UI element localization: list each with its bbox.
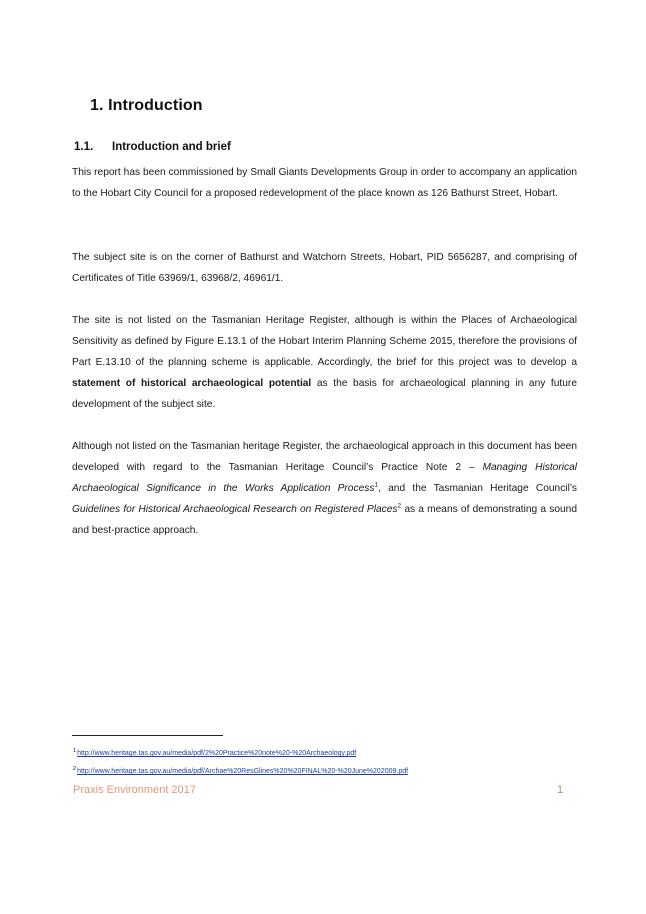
footnote-link[interactable]: http://www.heritage.tas.gov.au/media/pdf/2%20Practice%20note%20-%20Archaeology.pdf bbox=[77, 750, 357, 757]
section-title: Introduction bbox=[108, 97, 203, 114]
footnote-marker: 1 bbox=[73, 747, 77, 754]
footnote-ref-1[interactable]: 1 bbox=[374, 481, 379, 489]
subsection-title: Introduction and brief bbox=[112, 141, 231, 153]
paragraph-text: , and the Tasmanian Heritage Council’s bbox=[378, 483, 577, 494]
paragraph-archaeological-approach bbox=[72, 436, 577, 541]
footnote-marker: 2 bbox=[73, 765, 77, 772]
footnote-2 bbox=[73, 767, 408, 777]
section-number: 1. bbox=[90, 97, 104, 114]
paragraph-text: as a means of demonstrating a sound and best-practice approach. bbox=[72, 504, 577, 536]
page-number: 1 bbox=[557, 784, 564, 796]
subsection-heading bbox=[74, 141, 231, 153]
paragraph-heritage-register bbox=[72, 310, 577, 415]
footnote-link[interactable]: http://www.heritage.tas.gov.au/media/pdf/Archae%20ResGlines%20%20FINAL%20-%20June%202009.pdf bbox=[77, 768, 409, 775]
footnote-1 bbox=[73, 749, 356, 759]
italic-title-practice-note: Managing Historical Archaeological Significance in the Works Application Process bbox=[72, 462, 578, 494]
footnote-ref-2[interactable]: 2 bbox=[397, 502, 402, 510]
paragraph-text: as the basis for archaeological planning in any future development of the subject site. bbox=[72, 378, 577, 410]
paragraph-subject-site: The subject site is on the corner of Bathurst and Watchorn Streets, Hobart, PID 5656287, and comprising of Certificates of Title 63969/1, 63968/2, 46961/1. bbox=[72, 252, 577, 284]
footnote-divider bbox=[72, 735, 223, 736]
paragraph-commission: This report has been commissioned by Small Giants Developments Group in order to accompany an application to the Hobart City Council for a proposed redevelopment of the place known as 126 Bathurst Street, Hobart. bbox=[72, 167, 577, 199]
paragraph-text: The site is not listed on the Tasmanian Heritage Register, although is within the Places of Archaeological Sensitivity as defined by Figure E.13.1 of the Hobart Interim Planning Scheme 2015, therefore the provisions of Part E.13.10 of the planning scheme is applicable. Accordingly, the brief for this project was to develop a bbox=[72, 315, 577, 368]
bold-phrase: statement of historical archaeological potential bbox=[72, 378, 312, 389]
paragraph-text: Although not listed on the Tasmanian heritage Register, the archaeological approach in this document has been developed with regard to the Tasmanian Heritage Council’s Practice Note 2 – bbox=[72, 441, 577, 473]
section-heading bbox=[90, 97, 203, 115]
italic-title-guidelines: Guidelines for Historical Archaeological Research on Registered Places bbox=[72, 504, 398, 515]
footer-organisation: Praxis Environment 2017 bbox=[73, 784, 196, 796]
subsection-number: 1.1. bbox=[74, 141, 94, 153]
